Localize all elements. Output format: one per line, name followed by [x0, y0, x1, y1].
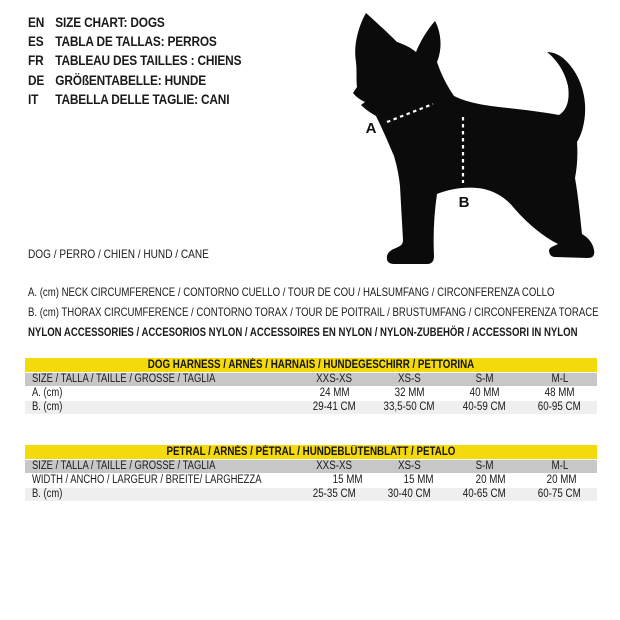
note-nylon: NYLON ACCESSORIES / ACCESORIOS NYLON / ACCESSOIRES EN NYLON / NYLON-ZUBEHÖR / ACCESSORI IN NYLON — [28, 325, 578, 339]
harness-header-row — [25, 373, 597, 386]
size-col-m-l: M-L — [551, 460, 568, 472]
table-row-thorax — [25, 488, 597, 501]
size-col-xxs-xs: XXS-XS — [316, 373, 353, 385]
cell-value: 29-41 CM — [313, 401, 356, 413]
harness-size-table — [25, 358, 597, 414]
cell-value: 40 MM — [469, 387, 500, 399]
cell-value: 24 MM — [319, 387, 350, 399]
measurement-notes — [28, 282, 620, 342]
row-label: B. (cm) — [32, 488, 63, 500]
diagram-caption — [28, 247, 243, 261]
language-label: TABELLA DELLE TAGLIE: CANI — [55, 91, 230, 107]
language-row-en — [28, 13, 241, 32]
table-row-thorax — [25, 401, 597, 414]
language-label: TABLEAU DES TAILLES : CHIENS — [55, 53, 242, 69]
language-row-es — [28, 32, 241, 51]
language-row-it — [28, 90, 241, 109]
cell-value: 40-65 CM — [463, 488, 506, 500]
cell-value: 15 MM — [403, 474, 434, 486]
dog-silhouette — [353, 13, 594, 264]
harness-table-title-text: DOG HARNESS / ARNÉS / HARNAIS / HUNDEGESCHIRR / PETTORINA — [147, 359, 475, 371]
cell-value: 15 MM — [332, 474, 363, 486]
diagram-caption-text: DOG / PERRO / CHIEN / HUND / CANE — [28, 247, 209, 261]
language-row-de — [28, 71, 241, 90]
size-col-xxs-xs: XXS-XS — [316, 460, 353, 472]
cell-value: 30-40 CM — [388, 488, 431, 500]
dog-measurement-diagram — [330, 0, 620, 270]
size-col-s-m: S-M — [475, 373, 494, 385]
note-neck: A. (cm) NECK CIRCUMFERENCE / CONTORNO CUELLO / TOUR DE COU / HALSUMFANG / CIRCONFERENZA COLLO — [28, 285, 555, 299]
language-label: SIZE CHART: DOGS — [55, 15, 165, 30]
cell-value: 33,5-50 CM — [383, 401, 436, 413]
dog-silhouette-icon — [330, 0, 620, 270]
table-row-width — [25, 474, 597, 487]
petral-table-title — [25, 445, 597, 459]
size-col-xs-s: XS-S — [398, 373, 421, 385]
petral-header-row — [25, 460, 597, 473]
table-row-neck — [25, 387, 597, 400]
cell-value: 40-59 CM — [463, 401, 506, 413]
language-list — [28, 13, 270, 109]
cell-value: 60-95 CM — [538, 401, 581, 413]
cell-value: 32 MM — [394, 387, 425, 399]
row-label: B. (cm) — [32, 401, 63, 413]
language-label: GRÖßENTABELLE: HUNDE — [55, 72, 206, 88]
cell-value: 48 MM — [544, 387, 575, 399]
language-code: EN — [28, 15, 45, 30]
harness-table-title — [25, 358, 597, 372]
language-code: FR — [28, 53, 44, 69]
petral-size-table — [25, 445, 597, 501]
language-code: ES — [28, 34, 44, 50]
size-col-s-m: S-M — [475, 460, 494, 472]
size-col-xs-s: XS-S — [398, 460, 421, 472]
petral-table-title-text: PETRAL / ARNÉS / PÉTRAL / HUNDEBLÜTENBLATT / PETALO — [166, 446, 456, 458]
language-row-fr — [28, 51, 241, 70]
size-col-m-l: M-L — [551, 373, 568, 385]
cell-value: 60-75 CM — [538, 488, 581, 500]
marker-a-label: A — [365, 120, 377, 137]
row-label: A. (cm) — [32, 387, 63, 399]
language-label: TABLA DE TALLAS: PERROS — [55, 34, 217, 50]
cell-value: 20 MM — [546, 474, 577, 486]
cell-value: 25-35 CM — [313, 488, 356, 500]
cell-value: 20 MM — [475, 474, 506, 486]
size-header-cell: SIZE / TALLA / TAILLE / GRÖSSE / TAGLIA — [32, 460, 216, 472]
marker-b-label: B — [458, 194, 470, 211]
language-code: IT — [28, 91, 39, 107]
row-label: WIDTH / ANCHO / LARGEUR / BREITE/ LARGHEZZA — [32, 474, 262, 486]
size-header-cell: SIZE / TALLA / TAILLE / GRÖSSE / TAGLIA — [32, 373, 216, 385]
language-code: DE — [28, 72, 45, 88]
note-thorax: B. (cm) THORAX CIRCUMFERENCE / CONTORNO TORAX / TOUR DE POITRAIL / BRUSTUMFANG / CIRCONFERENZA TORACE — [28, 305, 599, 319]
